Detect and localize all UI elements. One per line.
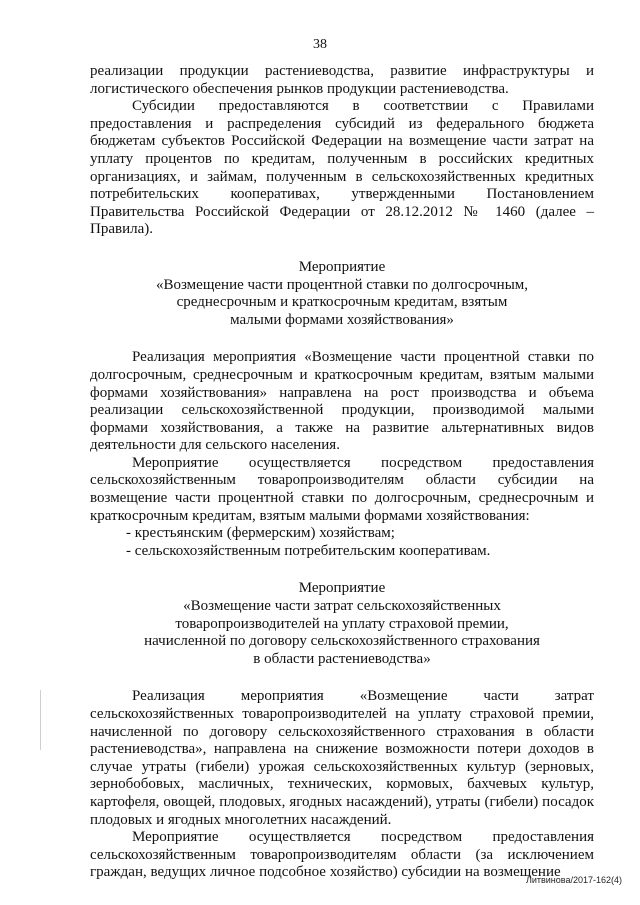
spacer (90, 329, 594, 349)
paragraph-interest-mechanism: Мероприятие осуществляется посредством предоставления сельскохозяйственным товаропроизводителям области субсидии на возмещение части процентной ставки по долгосрочным, среднесрочным и краткосрочным кредитам, взятым малыми формами хозяйствования: (90, 454, 594, 524)
paragraph-subsidies-rules: Субсидии предоставляются в соответствии с Правилами предоставления и распределения субсидий из федерального бюджета бюджетам субъектов Российской Федерации на возмещение части затрат на уплату процентов по кредитам, полученным в российских кредитных организациях, и займам, полученным в сельскохозяйственных кредитных потребительских кооперативах, утвержденными Постановлением Правительства Российской Федерации от 28.12.2012 № 1460 (далее – Правила). (90, 98, 594, 238)
section-heading-label-2: Мероприятие (298, 580, 386, 597)
spacer (90, 668, 594, 688)
paragraph-interest-rate: Реализация мероприятия «Возмещение части процентной ставки по долгосрочным, среднесрочным и краткосрочным кредитам, взятым малыми формами хозяйствования» направлена на рост производства и объема реализации сельскохозяйственной продукции, производимой малыми формами хозяйствования, а также на развитие альтернативных видов деятельности для сельского населения. (90, 349, 594, 454)
spacer (90, 560, 594, 580)
paragraph-insurance-mechanism: Мероприятие осуществляется посредством предоставления сельскохозяйственным товаропроизводителям области (за исключением граждан, ведущих личное подсобное хозяйство) субсидии на возмещение (90, 829, 594, 881)
document-footer-code: Литвинова/2017-162(4) (525, 875, 622, 885)
page-number: 38 (313, 37, 327, 52)
section-heading-title-2: «Возмещение части затрат сельскохозяйственных товаропроизводителей на уплату страховой премии, начисленной по договору сельскохозяйственного страхования в области растениеводства» (144, 598, 540, 667)
paragraph-continuation: реализации продукции растениеводства, развитие инфраструктуры и логистического обеспечения рынков продукции растениеводства. (90, 63, 594, 97)
list-item: - сельскохозяйственным потребительским кооперативам. (126, 542, 491, 559)
document-body (90, 63, 594, 882)
section-heading-title-1: «Возмещение части процентной ставки по долгосрочным, среднесрочным и краткосрочным кредитам, взятым малыми формами хозяйствования» (155, 276, 529, 328)
section-heading-label-1: Мероприятие (298, 258, 386, 275)
scan-artifact-line (40, 690, 41, 750)
list-item: - крестьянским (фермерским) хозяйствам; (126, 525, 395, 542)
spacer (90, 239, 594, 259)
paragraph-insurance: Реализация мероприятия «Возмещение части затрат сельскохозяйственных товаропроизводителей на уплату страховой премии, начисленной по договору сельскохозяйственного страхования в области растениеводства», направлена на снижение возможности потери доходов в случае утраты (гибели) урожая сельскохозяйственных культур (зерновых, зернобобовых, масличных, технических, кормовых, бахчевых культур, картофеля, овощей, плодовых, ягодных насаждений), утраты (гибели) посадок плодовых и ягодных многолетних насаждений. (90, 688, 594, 828)
